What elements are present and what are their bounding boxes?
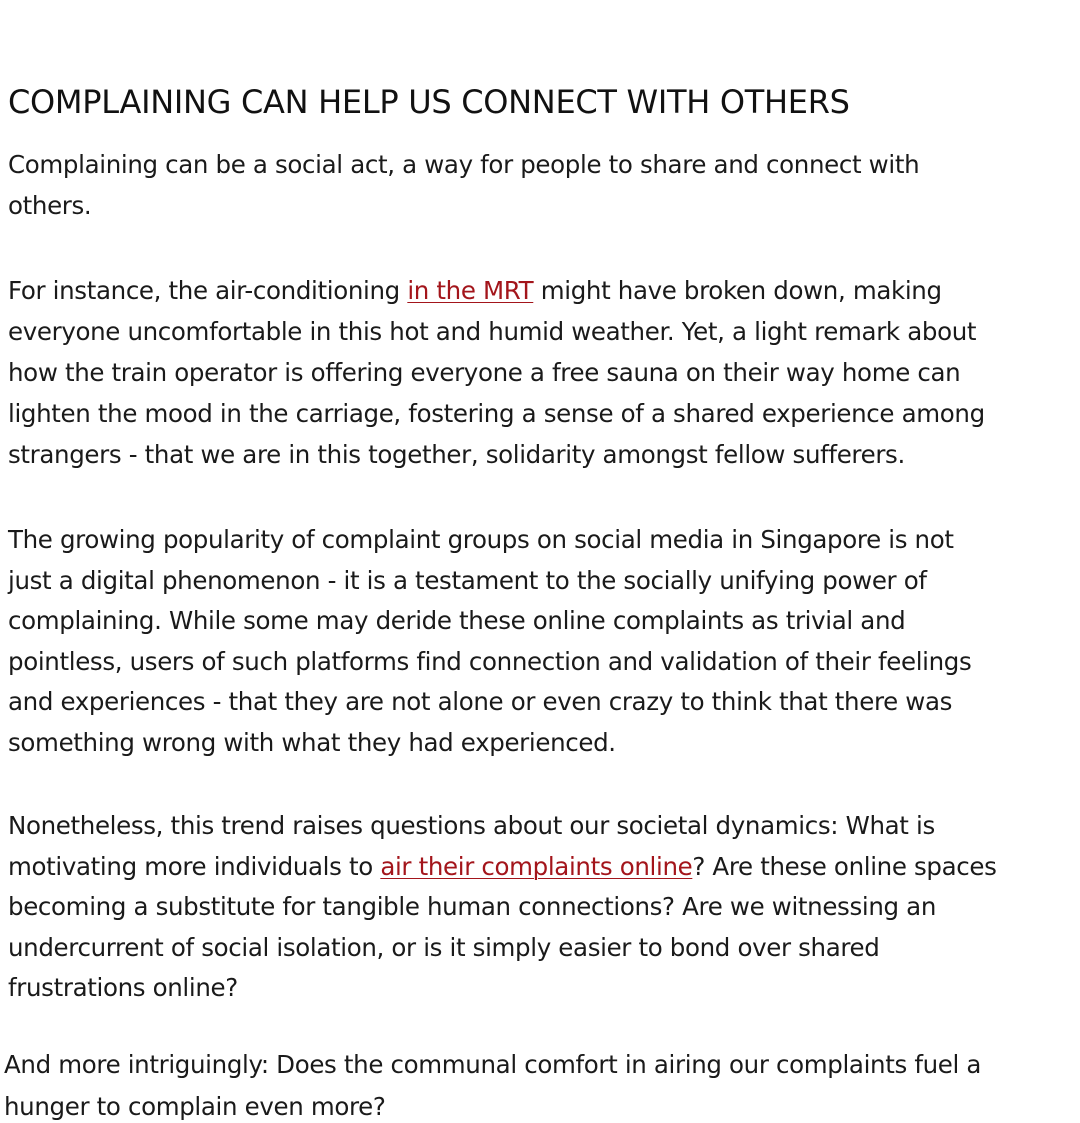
text-line: And more intriguingly: Does the communal comfort in airing our complaints fuel a: [4, 1050, 982, 1079]
text-segment: For instance, the air-conditioning: [8, 276, 408, 305]
text-line: [8, 270, 1072, 311]
text-segment: ? Are these online spaces: [692, 851, 997, 881]
text-segment: might have broken down, making: [533, 276, 942, 305]
paragraph-social-act: [8, 144, 1072, 226]
text-segment: motivating more individuals to: [8, 851, 381, 881]
text-line: lighten the mood in the carriage, fostering a sense of a shared experience among: [8, 399, 985, 428]
text-line: others.: [8, 191, 92, 220]
text-line: The growing popularity of complaint groups on social media in Singapore is not: [8, 525, 954, 554]
text-line: becoming a substitute for tangible human connections? Are we witnessing an: [8, 892, 936, 921]
text-line: something wrong with what they had experienced.: [8, 727, 616, 757]
text-line: just a digital phenomenon - it is a testament to the socially unifying power of: [8, 565, 927, 595]
section-heading: COMPLAINING CAN HELP US CONNECT WITH OTHERS: [8, 83, 850, 121]
text-line: pointless, users of such platforms find connection and validation of their feelings: [8, 646, 972, 676]
text-line: frustrations online?: [8, 973, 238, 1002]
text-line: Nonetheless, this trend raises questions about our societal dynamics: What is: [8, 811, 935, 840]
link-air-complaints-online[interactable]: air their complaints online: [380, 851, 693, 881]
text-line: everyone uncomfortable in this hot and humid weather. Yet, a light remark about: [8, 317, 977, 346]
text-line: undercurrent of social isolation, or is it simply easier to bond over shared: [8, 932, 880, 962]
paragraph-intriguing-question: [4, 1044, 1068, 1123]
paragraph-complaint-groups: [8, 520, 1072, 763]
text-line: strangers - that we are in this together, solidarity amongst fellow sufferers.: [8, 440, 905, 469]
paragraph-mrt-example: [8, 270, 1072, 475]
text-line: [8, 847, 1072, 888]
paragraph-societal-dynamics: [8, 806, 1072, 1009]
link-in-the-mrt[interactable]: in the MRT: [407, 276, 534, 305]
text-line: how the train operator is offering everyone a free sauna on their way home can: [8, 358, 961, 387]
text-line: hunger to complain even more?: [4, 1092, 386, 1121]
text-line: and experiences - that they are not alone or even crazy to think that there was: [8, 687, 953, 716]
text-line: complaining. While some may deride these online complaints as trivial and: [8, 606, 906, 635]
text-line: Complaining can be a social act, a way for people to share and connect with: [8, 150, 920, 179]
